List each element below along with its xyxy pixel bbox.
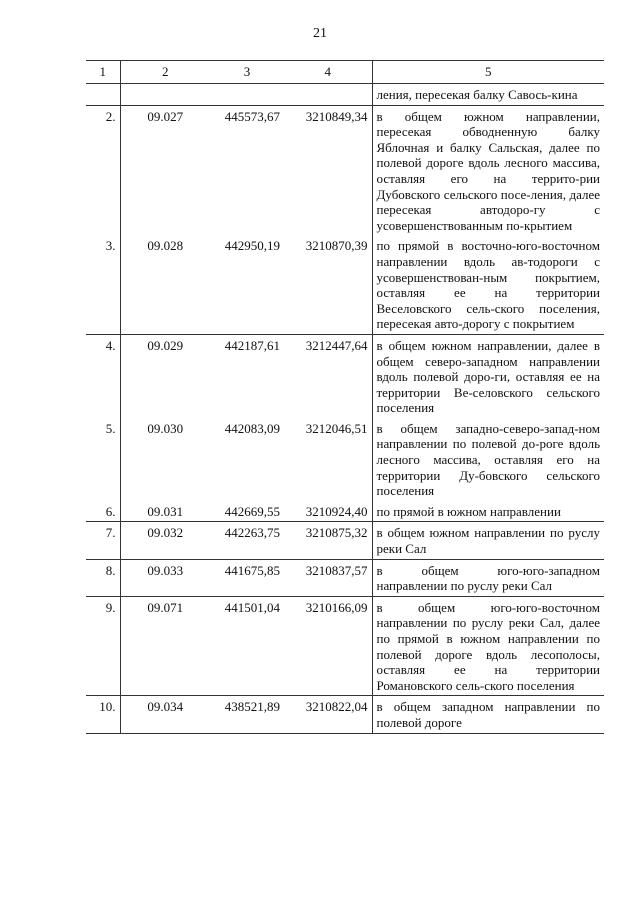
x-coordinate: 442263,75 <box>210 522 284 559</box>
coordinates-table <box>86 60 604 734</box>
point-code <box>120 84 210 106</box>
point-code: 09.030 <box>147 420 184 436</box>
x-coordinate: 441675,85 <box>210 559 284 596</box>
row-number: 6. <box>86 501 120 522</box>
row-number: 5. <box>86 418 120 501</box>
y-coordinate: 3210924,40 <box>284 501 372 522</box>
table-body <box>86 84 604 734</box>
row-number: 8. <box>86 559 120 596</box>
column-header-1: 1 <box>86 61 120 84</box>
y-coordinate <box>284 84 372 106</box>
point-code: 09.033 <box>120 559 210 596</box>
table-row <box>86 84 604 106</box>
row-number: 10. <box>86 696 120 733</box>
table-row <box>86 559 604 596</box>
table-row <box>86 522 604 559</box>
x-coordinate: 438521,89 <box>210 696 284 733</box>
column-header-4: 4 <box>284 61 372 84</box>
row-number: 9. <box>86 596 120 696</box>
boundary-description: в общем юго-юго-западном направлении по руслу реки Сал <box>372 559 604 596</box>
y-coordinate: 3210837,57 <box>284 559 372 596</box>
x-coordinate <box>210 84 284 106</box>
boundary-description: в общем западном направлении по полевой дороге <box>372 696 604 733</box>
boundary-description: ления, пересекая балку Савось-кина <box>372 84 604 106</box>
x-coordinate: 442187,61 <box>224 337 280 353</box>
row-number: 2. <box>86 105 120 235</box>
y-coordinate: 3212447,64 <box>284 334 372 417</box>
row-number: 3. <box>86 235 120 334</box>
point-code: 09.029 <box>147 337 184 353</box>
row-number <box>86 84 120 106</box>
x-coordinate: 441501,04 <box>210 596 284 696</box>
column-header-5: 5 <box>372 61 604 84</box>
x-coordinate: 442083,09 <box>224 420 280 436</box>
boundary-description: в общем южном направлении, пересекая обводненную балку Яблочная и балку Сальская, далее по полевой дороге вдоль лесного массива, оставляя его на террито-рии Дубовского сельского посе-ления, далее пересекая автодоро-гу с усовершенствованным по-крытием <box>376 108 600 233</box>
row-number: 7. <box>86 522 120 559</box>
point-code: 09.028 <box>120 235 210 334</box>
y-coordinate: 3210166,09 <box>284 596 372 696</box>
y-coordinate: 3210822,04 <box>284 696 372 733</box>
table-row <box>86 596 604 696</box>
point-code: 09.032 <box>120 522 210 559</box>
column-header-3: 3 <box>210 61 284 84</box>
point-code: 09.031 <box>120 501 210 522</box>
table-row <box>86 235 604 334</box>
table-row <box>86 418 604 501</box>
point-code: 09.071 <box>120 596 210 696</box>
table-row <box>86 334 604 417</box>
table-row <box>86 105 604 235</box>
boundary-description: в общем южном направлении по руслу реки Сал <box>372 522 604 559</box>
x-coordinate: 445573,67 <box>224 108 280 124</box>
row-number: 4. <box>86 334 120 417</box>
point-code: 09.027 <box>147 108 184 124</box>
y-coordinate: 3210870,39 <box>284 235 372 334</box>
table-row <box>86 501 604 522</box>
x-coordinate: 442950,19 <box>210 235 284 334</box>
table-row <box>86 696 604 733</box>
x-coordinate: 442669,55 <box>210 501 284 522</box>
point-code: 09.034 <box>120 696 210 733</box>
y-coordinate: 3210849,34 <box>284 105 372 235</box>
boundary-description: по прямой в южном направлении <box>372 501 604 522</box>
table-header-row <box>86 61 604 84</box>
boundary-description: в общем западно-северо-запад-ном направлении по полевой до-роге вдоль лесного массива, оставляя его на территории Ду-бовского сельского поселения <box>376 420 600 499</box>
boundary-description: в общем юго-юго-восточном направлении по руслу реки Сал, далее по прямой в южном направлении по полевой дороге вдоль лесополосы, оставляя ее на территории Романовского сель-ского поселения <box>372 596 604 696</box>
boundary-description: по прямой в восточно-юго-восточном направлении вдоль ав-тодороги с усовершенствован-ным покрытием, оставляя ее на территории Веселовского сель-ского поселения, пересекая авто-дорогу с покрытием <box>372 235 604 334</box>
y-coordinate: 3212046,51 <box>284 418 372 501</box>
column-header-2: 2 <box>120 61 210 84</box>
page-number: 21 <box>313 26 327 41</box>
y-coordinate: 3210875,32 <box>284 522 372 559</box>
boundary-description: в общем южном направлении, далее в общем северо-западном направлении вдоль полевой доро-ги, оставляя ее на территории Ве-селовского сельского поселения <box>376 337 600 416</box>
